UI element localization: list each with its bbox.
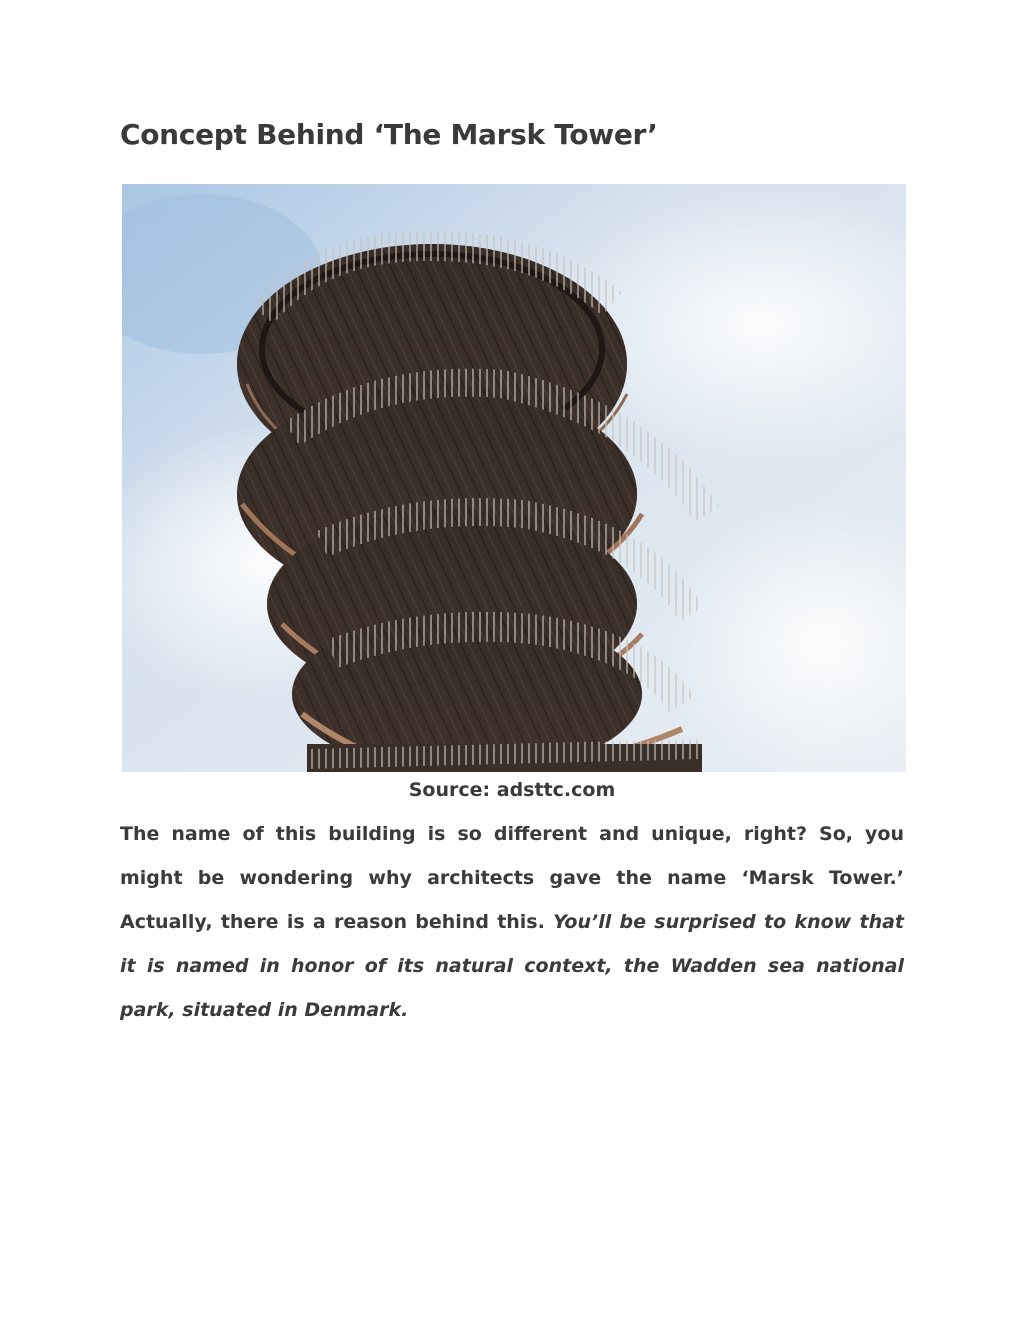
image-caption: Source: adsttc.com [408, 779, 616, 801]
tower-photo [122, 184, 906, 772]
paragraph-emphasis-text: You’ll be surprised to know that it is named in honor of its natural context, the Wadden sea national park, situated in Denmark. [120, 911, 904, 1021]
body-paragraph [120, 812, 904, 1032]
paragraph-plain-text: The name of this building is so different and unique, right? So, you might be wondering why architects gave the name ‘Marsk Tower.’ Actually, there is a reason behind this. [120, 823, 904, 933]
article-heading: Concept Behind ‘The Marsk Tower’ [120, 118, 658, 151]
